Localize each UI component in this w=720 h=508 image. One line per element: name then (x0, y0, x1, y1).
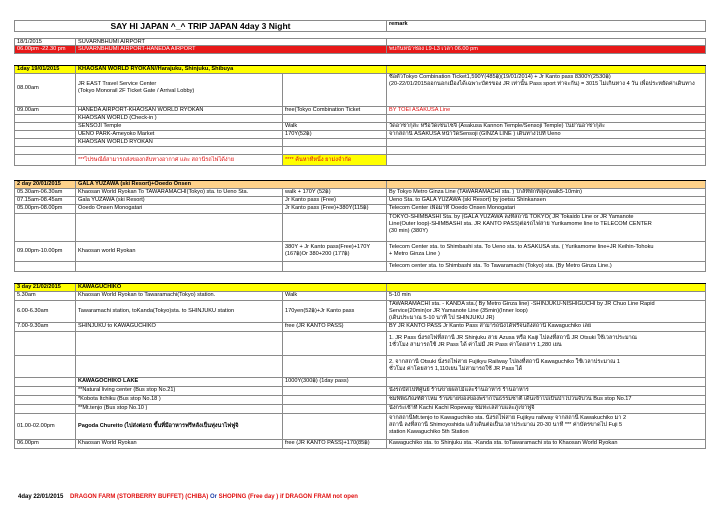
arrival-date: 18/1/2015 (14, 38, 76, 46)
day2-title: GALA YUZAWA (ski Resort)+Ooedo Onsen (76, 181, 387, 189)
day1-date: 1day 19/01/2015 (14, 66, 76, 74)
day1-row-1 (14, 107, 706, 115)
day2-activity-0: Khaosan World Ryokan To TAWARAMACHI(Tokyo) sta. to Ueno Sta. (76, 189, 283, 197)
day2-time-4: 09.00pm-10.00pm (14, 242, 76, 262)
day3-activity-0: Khaosan World Ryokan to Tawaramachi(Tokyo) station. (76, 292, 283, 301)
day1-remark-4: จากสถานี ASAKUSA หน้าวัดSensoji (GINZA LINE ) เดินทางไปที่ Ueno (387, 131, 706, 139)
day2-transport-2: Jr Kanto pass (Free)+380Y(115฿) (283, 205, 387, 214)
day2-time-0: 05.30am-06.30am (14, 189, 76, 197)
day1-title: KHAOSAN WORLD RYOKAN//Harajuku, Shinjuku, Shibuya (76, 66, 387, 74)
day3-transport-0: Walk (283, 292, 387, 301)
day1-notes-row (14, 155, 706, 166)
arrival-remark: พบกันหน้าช่อง L9-L3 เวลา 06.00 pm (387, 46, 706, 54)
day2-transport-4: 380Y + Jr Kanto pass(Free)+170Y (167฿)Or 380+200 (177฿) (283, 242, 387, 262)
day1-activity-5: KHAOSAN WORLD RYOKAN (76, 139, 283, 147)
day2-activity-2: Ooedo Onsen Monogatari (76, 205, 283, 214)
day3-row-4 (14, 356, 706, 378)
day3-row-9 (14, 414, 706, 440)
arrival-row-2 (14, 46, 706, 54)
title-cell (14, 20, 387, 32)
day1-activity-3: SENSOJI Temple (76, 123, 283, 131)
day1-row-6 (14, 147, 706, 155)
day3-row-6 (14, 387, 706, 396)
day4-date: 4day 22/01/2015 (18, 494, 64, 500)
day2-row-1 (14, 197, 706, 205)
day2-remark-3: TOKYO-SHIMBASHI Sta. by (GALA YUZAWA ลงที่สถานี TOKYO( JR Tokaido Line or JR Yamanote Line(Outer loop)-SHIMBASHI sta. JR KANTO PASS)ต่อรถไฟสาย Yurikamome line to TELECOM CENTER (30 min) (380Y) (387, 214, 706, 242)
day1-remark-0: ซื้อตั๋วTokyo Combination Ticket1,590Y(485฿)(19/01/2014) + Jr Kanto pass 8300Y(2530฿) (20-22/01/2015ออกนอกเมืองได้เฉพาะบัตรของ JR เท่านั้น Pass sport ท่าจะกัน) = 3015 ไม่เกินทาง 4 วัน เพื่อประหยัดค่าเดินทาง (387, 74, 706, 107)
day1-row-2 (14, 115, 706, 123)
day3-row-1 (14, 301, 706, 323)
day1-activity-2: KHAOSAN WORLD (Check-in ) (76, 115, 283, 123)
day3-row-10 (14, 440, 706, 449)
day3-remark-10: Kawaguchiko sta. to Shinjuku sta. -Kanda sta. toTawaramachi sta to Khaosan World Ryokan (387, 440, 706, 449)
day3-transport-5: 1000Y(300฿) (1day pass) (283, 378, 387, 387)
day2-time-2: 05.00pm-08.00pm (14, 205, 76, 214)
day2-transport-1: Jr Kanto pass (Free) (283, 197, 387, 205)
day2-row-3 (14, 214, 706, 242)
day3-row-5 (14, 378, 706, 387)
day2-row-0 (14, 189, 706, 197)
day3-remark-1: TAWARAMACHI sta. - KANDA sta.( By Metro Ginza line) -SHINJUKU-NISHIGUCHI by JR Chuo Line Rapid Service(20min)or JR Yamanote Line (35min)(Inner loop) (เดินประมาณ 5-10 นาที ไป SHINJUKU JR) (387, 301, 706, 323)
day1-row-5 (14, 139, 706, 147)
day3-remark-3: 1. JR Pass นั่งรถไฟที่สถานี JR Shinjuku สาย Azusa หรือ Kaiji ไปลงที่สถานี JR Otsuki ใช้เวลาประมาณ 1ชั่วโมง สามารถใช้ JR Pass ได้ ค่าไม่มี JR Pass ค่าโดยสาร 1,280 เยน (387, 332, 706, 356)
day2-remark-5: Telecom center sta. to Shimbashi sta. To Tawaramachi (Tokyo) sta. (By Metro Ginza Line.) (387, 262, 706, 272)
day1-row-3 (14, 123, 706, 131)
day3-activity-6: **Natural living center (Bus stop No.21) (76, 387, 283, 396)
day3-time-0: 5.30am (14, 292, 76, 301)
day1-time-1: 09.00am (14, 107, 76, 115)
day3-row-2 (14, 323, 706, 332)
day1-remark-1: BY TOEI ASAKUSA Line (387, 107, 706, 115)
day3-remark-7: ชมพิพิธภัณฑ์ผ้าไหม ร้านขายของของพรากในธรรมชาติ เดินเข้าไปเป็นป่าไปวนจับวน Bus stop No.17 (387, 396, 706, 405)
day4-option-2: SHOPING (Free day ) (218, 494, 279, 500)
day3-time-10: 06.00pm (14, 440, 76, 449)
day1-transport-4: 170Y(52฿) (283, 131, 387, 139)
itinerary-title: SAY HI JAPAN ^_^ TRIP JAPAN 4day 3 Night (110, 21, 291, 31)
remark-header: remark (387, 20, 706, 32)
day3-activity-5: KAWAGOCHIKO LAKE (76, 378, 283, 387)
day1-activity-4: UENO PARK-Ameyoko Market (76, 131, 283, 139)
day3-time-1: 6.00-6.30am (14, 301, 76, 323)
day2-remark-0: By Tokyo Metro Ginza Line (TAWARAMACHI sta. ) ใกล้ที่พักที่สุด(walk5-10min) (387, 189, 706, 197)
day1-heading (14, 65, 706, 74)
day2-transport-0: walk + 170Y (52฿) (283, 189, 387, 197)
arrival-route: SUVARNBHUMI AIRPORT-HANEDA AIRPORT (76, 46, 387, 54)
day3-remark-8: นั่งกระเช้าที่ Kachi Kachi Ropeway ชมทะเลสาบและภูเขาฟูจิ (387, 405, 706, 414)
day2-row-2 (14, 205, 706, 214)
day3-activity-10: Khaosan World Ryokan (76, 440, 283, 449)
day3-time-9: 01.00-02.00pm (14, 414, 76, 440)
day3-activity-7: *Kobota Itchiku (Bus stop No.18 ) (76, 396, 283, 405)
day1-time-0: 08.00am (14, 74, 76, 107)
day1-transport-1: free(Tokyo Combination Ticket (283, 107, 387, 115)
day3-title: KAWAGUCHIKO (76, 284, 387, 292)
day1-row-4 (14, 131, 706, 139)
day3-transport-1: 170yen(52฿)+Jr Kanto pass (283, 301, 387, 323)
day3-remark-6: นั่งรถบัสไปที่ศูนย์ ร้านขายผลไม้และร้านอาหาร ร้านอาหาร (387, 387, 706, 396)
day2-row-5 (14, 262, 706, 272)
arrival-row-1 (14, 38, 706, 46)
day1-note-right: **** ค้นหาทีหนึ่ง ยาม่งจำกัด (283, 155, 387, 166)
arrival-time: 06.00pm -22.30 pm (14, 46, 76, 54)
day2-activity-4: Khaosan world Ryokan (76, 242, 283, 262)
day3-time-2: 7.00-9.30am (14, 323, 76, 332)
day2-date: 2 day 20/01/2015 (14, 181, 76, 189)
day3-remark-2: BY JR KANTO PASS Jr Kanto Pass สามารถนั่งได้ฟรีจนถึงสถานี Kawaguchiko เลย (387, 323, 706, 332)
day3-remark-9: จากสถานีMt.tenjo to Kawaguchiko sta. นั่งรถไฟสาย Fujikyu railway จากสถานี Kawakuchiko มา 2 สถานี ลงที่สถานี Shimoyoshida แล้วเดินต่อเป็นเวลาประมาณ 20-30 นาที *** ค่าบัตรขาดไป Fuji 5 station Kawaguchiko 5th Station (387, 414, 706, 440)
day3-activity-1: Tawaramachi station, toKanda(Tokyo)sta. to SHINJUKU station (76, 301, 283, 323)
day2-remark-4: Telecom Center sta. to Shimbashi sta. To Ueno sta. to ASAKUSA sta. ( Yurikamome line+JR Keihin-Tohoku + Metro Ginza Line ) (387, 242, 706, 262)
day3-remark-4: 2. จากสถานี Otsuki นั่งรถไฟสาย Fujikyu Railway ไปลงที่สถานี Kawaguchiko ใช้เวลาประมาณ 1 ชั่วโมง ค่าโดยสาร 1,110เยน ไม่สามารถใช้ JR Pass ได้ (387, 356, 706, 378)
day3-row-8 (14, 405, 706, 414)
day3-date: 3 day 21/02/2015 (14, 284, 76, 292)
arrival-place: SUVARNBHUMI AIRPORT (76, 38, 387, 46)
day3-row-0 (14, 292, 706, 301)
day1-transport-3: Walk (283, 123, 387, 131)
day1-activity-0: JR EAST Travel Service Center (Tokyo Monorail 2F Ticket Gate / Arrival Lobby) (76, 74, 283, 107)
day3-activity-8: **Mt.tenjo (Bus stop No.10 ) (76, 405, 283, 414)
day3-row-7 (14, 396, 706, 405)
day3-activity-9: Pagoda Chureito (ไปส่งต่อรถ ขึ้นที่มีอาหารฟรีหลังเป็นทุ่งนาไฟฟูจิ (76, 414, 283, 440)
day3-heading (14, 283, 706, 292)
day3-row-3 (14, 332, 706, 356)
day2-heading (14, 180, 706, 189)
day1-remark-3: วัดอาซากุสะ หรือวัดเซนโซจิ (Asakusa Kannon Temple/Sensoji Temple) ในย่านอาซากุสะ (387, 123, 706, 131)
day4-footer (18, 494, 358, 500)
day3-transport-10: free (JR KANTO PASS)+170(85฿) (283, 440, 387, 449)
day3-transport-2: free (JR KANTO PASS) (283, 323, 387, 332)
day2-row-4 (14, 242, 706, 262)
day1-row-0 (14, 74, 706, 107)
title-row (14, 20, 706, 32)
day3-activity-2: SHINJUKU to KAWAGUCHIKO (76, 323, 283, 332)
day4-condition: if DRAGON FRAM not open (279, 494, 358, 500)
day1-activity-1: HANEDA AIRPORT-KHAOSAN WORLD RYOKAN (76, 107, 283, 115)
day2-remark-2: Telecom Center เพื่อมาที่ Ooedo Onsen Monogatari (387, 205, 706, 214)
day2-remark-1: Ueno Sta. to GALA YUZAWA (ski Resort) by joetsu Shinkansen (387, 197, 706, 205)
day2-activity-1: Gala YUZAWA (ski Resort) (76, 197, 283, 205)
day4-option-1: DRAGON FARM (STORBERRY BUFFET) (CHIBA) (70, 494, 209, 500)
day2-time-1: 07.15am-08.45am (14, 197, 76, 205)
day4-or: Or (209, 494, 217, 500)
day1-note-left: ***ไปรษณีย์สามารถส่งของกลับทางอากาศ และ สถานีรถไฟได้ง่าย (76, 155, 283, 166)
day3-remark-0: 5-10 min (387, 292, 706, 301)
